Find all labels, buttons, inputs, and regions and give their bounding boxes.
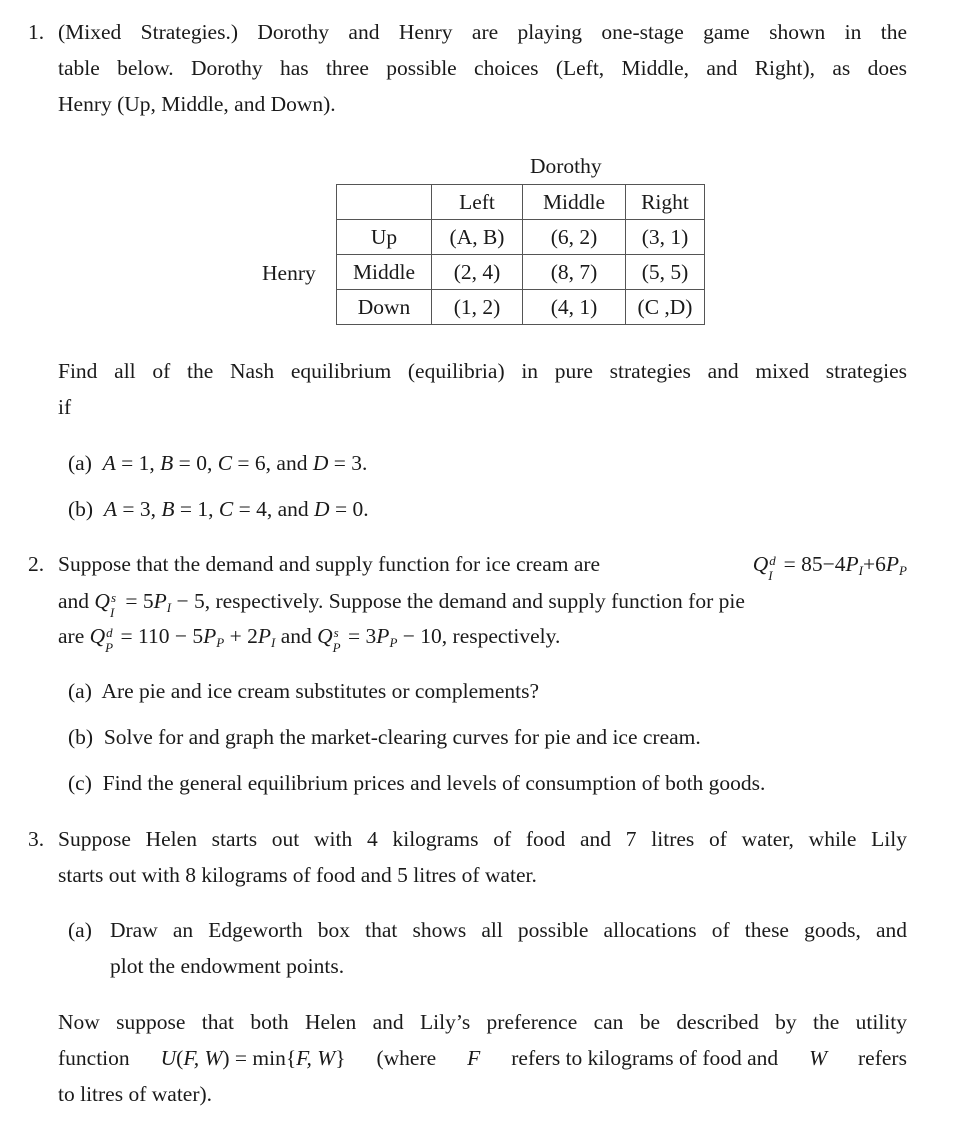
part-label: (b) [68,497,94,521]
q1-line-3: Henry (Up, Middle, and Down). [58,92,336,116]
pie-demand-equation: Q d P = $110 - 5P_P + 2P_I$ [89,624,276,655]
q3-now-line-3: to litres of water). [58,1082,213,1106]
payoff-cell: (1, 2) [432,290,523,325]
pie-supply-equation: Q s P = $3P_P - 10$ [317,624,442,655]
q1-part-b: (b) A = 3, B = 1, C = 4, and D = 0. [68,497,369,521]
utility-function: U(F, W) = min{F, W} [160,1046,346,1070]
q3-line-2: starts out with 8 kilograms of food and 5 litres of water. [58,863,537,887]
q2-part-c [68,769,765,797]
payoff-cell: (8, 7) [523,255,626,290]
table-header-row [337,185,705,220]
row-header: Middle [337,255,432,290]
part-label: (a) [68,451,92,475]
q2-line-1 [58,550,907,583]
payoff-cell: (5, 5) [626,255,705,290]
column-header: Right [626,185,705,220]
q2-line-3-text: are [58,624,85,648]
payoff-cell: (6, 2) [523,220,626,255]
q3-line-1: Suppose Helen starts out with 4 kilograms of food and 7 litres of water, while Lily [58,827,907,851]
payoff-cell: (A, B) [432,220,523,255]
text: refers [858,1046,907,1070]
q2-line-1-text: Suppose that the demand and supply function for ice cream are [58,552,601,576]
ice-cream-supply-equation: Q s I = $5P_I - 5$ [94,589,205,620]
row-header: Down [337,290,432,325]
column-header: Left [432,185,523,220]
table-row [337,290,705,325]
payoff-cell: (4, 1) [523,290,626,325]
q2-part-b [68,723,701,751]
value-A: 1 [138,451,150,475]
payoff-table [336,184,705,325]
text: function [58,1046,130,1070]
variable-W: W [809,1046,828,1070]
part-text: Solve for and graph the market-clearing curves for pie and ice cream. [103,725,701,749]
value-C: 6 [254,451,266,475]
payoff-cell: (C ,D) [626,290,705,325]
q1-find-line-2: if [58,395,72,419]
variable-F: F [467,1046,481,1070]
q2-number: 2. [28,552,45,576]
value-B: 1 [197,497,209,521]
column-header: Middle [523,185,626,220]
value-D: 3 [351,451,363,475]
q1-line-1: (Mixed Strategies.) Dorothy and Henry are playing one-stage game shown in the [58,20,907,44]
q3-now-line-2 [58,1044,907,1072]
column-player-label: Dorothy [530,154,602,178]
part-text: Are pie and ice cream substitutes or complements? [101,679,540,703]
q2-line-3 [58,622,561,655]
value-B: 0 [196,451,207,475]
part-label: (b) [68,725,94,749]
q2-line-2-text-b: , respectively. Suppose the demand and supply function for pie [204,589,745,613]
table-row [337,220,705,255]
table-row [337,255,705,290]
part-label: (c) [68,771,92,795]
text: (where [376,1046,437,1070]
value-A: 3 [139,497,151,521]
value-C: 4 [256,497,267,521]
payoff-cell: (2, 4) [432,255,523,290]
row-header: Up [337,220,432,255]
q2-line-2 [58,587,907,620]
text: refers to kilograms of food and [511,1046,779,1070]
q3-part-a-line-1: Draw an Edgeworth box that shows all possible allocations of these goods, and [110,918,907,942]
q3-now-line-1: Now suppose that both Helen and Lily’s preference can be described by the utility [58,1010,907,1034]
payoff-cell: (3, 1) [626,220,705,255]
q2-line-3-text-c: , respectively. [441,624,561,648]
q3-part-a-line-2: plot the endowment points. [110,954,345,978]
q1-line-2: table below. Dorothy has three possible choices (Left, Middle, and Right), as does [58,56,907,80]
q2-line-2-text: and [58,589,90,613]
q1-part-a: (a) A = 1, B = 0, C = 6, and D = 3. [68,451,368,475]
q2-part-a [68,677,539,705]
q1-find-line-1: Find all of the Nash equilibrium (equilibria) in pure strategies and mixed strategies [58,359,907,383]
part-label: (a) [68,918,92,942]
value-D: 0 [352,497,364,521]
part-label: (a) [68,679,92,703]
q2-line-3-text-b: and [280,624,312,648]
table-corner-cell [337,185,432,220]
part-text: Find the general equilibrium prices and levels of consumption of both goods. [102,771,766,795]
q3-number: 3. [28,827,45,851]
ice-cream-demand-equation: Q d I = $85-4P_I+6P_P$ [752,552,907,583]
row-player-label: Henry [262,261,316,285]
q1-number: 1. [28,20,45,44]
